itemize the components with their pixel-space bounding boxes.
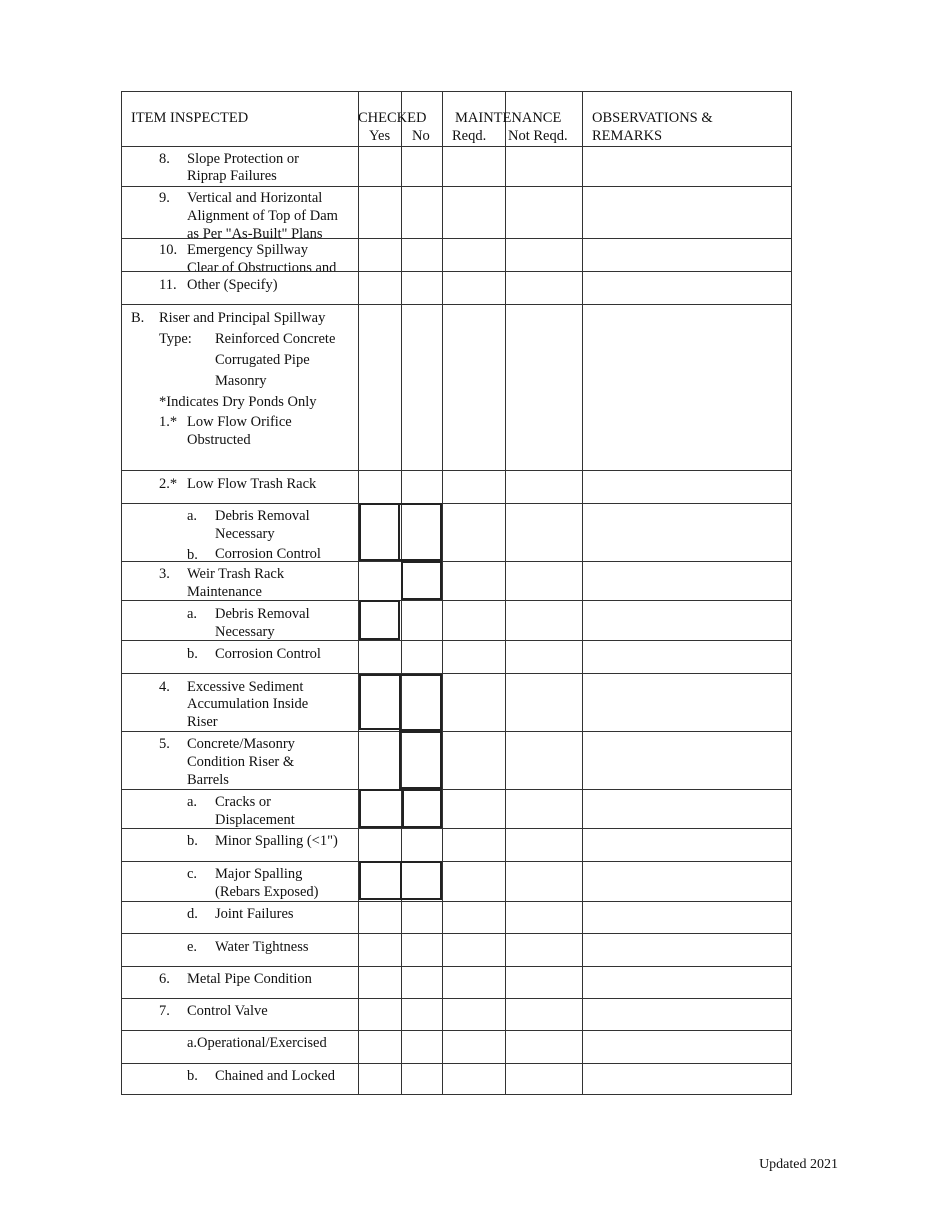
item-label: Cracks or [215, 794, 271, 810]
row-rule [121, 271, 792, 272]
header-checked: CHECKED [358, 110, 427, 126]
header-no: No [412, 128, 430, 144]
item-label: a.Operational/Exercised [187, 1035, 327, 1051]
col-divider-reqd [505, 91, 506, 1095]
item-label: Major Spalling [215, 866, 303, 882]
item-number: 8. [159, 151, 170, 167]
type-label: Type: [159, 331, 192, 347]
item-label: Excessive Sediment [187, 679, 304, 695]
item-number: 1.* [159, 414, 178, 430]
item-label: Vertical and Horizontal [187, 190, 323, 206]
header-remarks: REMARKS [592, 128, 663, 144]
dry-ponds-note: *Indicates Dry Ponds Only [159, 394, 317, 410]
row-rule [121, 470, 792, 471]
item-label: Weir Trash Rack [187, 566, 285, 582]
item-label: Accumulation Inside [187, 696, 309, 712]
item-label: Maintenance [187, 584, 262, 600]
item-number: 9. [159, 190, 170, 206]
row-10-clip [122, 239, 358, 271]
row-rule [121, 998, 792, 999]
item-label: Minor Spalling (<1") [215, 833, 338, 849]
col-divider-observations [582, 91, 583, 1095]
item-number: 10. [159, 242, 178, 258]
item-label: Riprap Failures [187, 168, 277, 184]
row-rule [121, 861, 792, 862]
item-label: Debris Removal [215, 508, 310, 524]
item-label: Clear of Obstructions and [187, 260, 337, 271]
checkbox-cell[interactable] [359, 861, 402, 900]
item-label: Slope Protection or [187, 151, 299, 167]
row-rule [121, 561, 792, 562]
checkbox-cell[interactable] [398, 503, 442, 561]
row-2a-clip [122, 504, 358, 561]
col-divider-maintenance [442, 91, 443, 1095]
item-label: Control Valve [187, 1003, 268, 1019]
item-letter: b. [187, 833, 198, 849]
item-label: Emergency Spillway [187, 242, 308, 258]
item-label: as Per "As-Built" Plans [187, 226, 323, 238]
header-observations: OBSERVATIONS & [592, 110, 713, 126]
row-rule [121, 304, 792, 305]
header-item-inspected: ITEM INSPECTED [131, 110, 249, 126]
item-label: Low Flow Orifice [187, 414, 292, 430]
checkbox-cell[interactable] [359, 600, 400, 640]
item-letter: e. [187, 939, 198, 955]
item-label: Water Tightness [215, 939, 309, 955]
header-not-reqd: Not Reqd. [508, 128, 568, 144]
item-letter: a. [187, 508, 198, 524]
item-label: Alignment of Top of Dam [187, 208, 338, 224]
checkbox-cell[interactable] [399, 674, 442, 731]
type-option: Corrugated Pipe [215, 352, 310, 368]
item-number: 6. [159, 971, 170, 987]
checkbox-cell[interactable] [399, 731, 442, 789]
section-letter: B. [131, 310, 145, 326]
item-label: Necessary [215, 624, 275, 640]
type-option: Masonry [215, 373, 267, 389]
item-number: 7. [159, 1003, 170, 1019]
item-label: Corrosion Control [215, 546, 321, 561]
item-label: Barrels [187, 772, 229, 788]
item-letter: d. [187, 906, 198, 922]
header-maintenance: MAINTENANCE [455, 110, 562, 126]
item-letter: b. [187, 1068, 198, 1084]
item-letter: c. [187, 866, 198, 882]
row-rule [121, 1030, 792, 1031]
item-letter: a. [187, 606, 198, 622]
checkbox-cell[interactable] [359, 503, 400, 561]
header-yes: Yes [369, 128, 391, 144]
item-number: 4. [159, 679, 170, 695]
item-label: Corrosion Control [215, 646, 321, 662]
row-rule [121, 731, 792, 732]
item-letter: b. [187, 646, 198, 662]
item-label: Debris Removal [215, 606, 310, 622]
item-label: Concrete/Masonry [187, 736, 295, 752]
item-label: Condition Riser & [187, 754, 295, 770]
updated-footer: Updated 2021 [759, 1157, 838, 1172]
item-label: Joint Failures [215, 906, 294, 922]
item-label: Riser [187, 714, 218, 730]
item-number: 5. [159, 736, 170, 752]
row-rule [121, 673, 792, 674]
checkbox-cell[interactable] [400, 861, 442, 900]
item-label: Low Flow Trash Rack [187, 476, 317, 492]
item-label: Other (Specify) [187, 277, 278, 293]
row-rule [121, 146, 792, 147]
checkbox-cell[interactable] [359, 789, 404, 828]
checkbox-cell[interactable] [402, 789, 442, 828]
item-letter: a. [187, 794, 198, 810]
item-label: Obstructed [187, 432, 251, 448]
item-label: (Rebars Exposed) [215, 884, 319, 900]
item-number: 11. [159, 277, 177, 293]
item-number: 3. [159, 566, 170, 582]
row-9-clip [122, 187, 358, 238]
item-label: Displacement [215, 812, 295, 828]
item-label: Chained and Locked [215, 1068, 335, 1084]
item-label: Metal Pipe Condition [187, 971, 312, 987]
item-letter: b. [187, 547, 198, 561]
checkbox-cell[interactable] [359, 674, 401, 730]
col-divider-checked [358, 91, 359, 1095]
checkbox-cell[interactable] [401, 561, 442, 600]
item-number: 2.* [159, 476, 178, 492]
section-title: Riser and Principal Spillway [159, 310, 326, 326]
row-rule [121, 1063, 792, 1064]
type-option: Reinforced Concrete [215, 331, 336, 347]
row-rule [121, 933, 792, 934]
item-label: Necessary [215, 526, 275, 542]
header-reqd: Reqd. [452, 128, 487, 144]
row-rule [121, 966, 792, 967]
